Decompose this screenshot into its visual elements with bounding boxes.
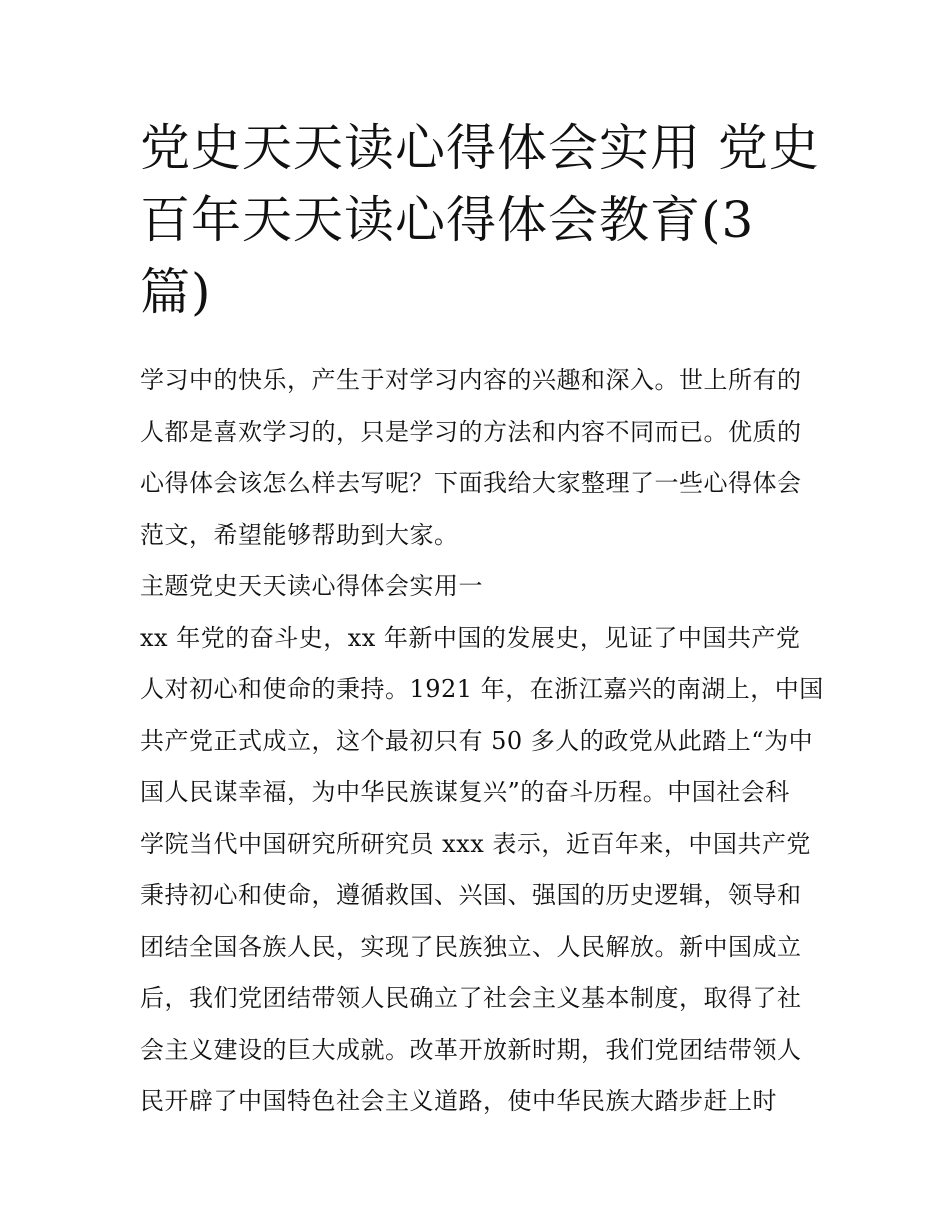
title-line: 百年天天读心得体会教育(3	[140, 191, 755, 249]
body-paragraph-line: 秉持初心和使命，遵循救国、兴国、强国的历史逻辑，领导和	[140, 881, 802, 909]
body-paragraph-line: 团结全国各族人民，实现了民族独立、人民解放。新中国成立	[140, 932, 802, 961]
document-body	[140, 355, 824, 1128]
body-paragraph-line: 后，我们党团结带领人民确立了社会主义基本制度，取得了社	[140, 984, 802, 1012]
body-paragraph-line: 学院当代中国研究所研究员 xxx 表示，近百年来，中国共产党	[140, 829, 811, 858]
intro-paragraph-line: 心得体会该怎么样去写呢？下面我给大家整理了一些心得体会	[140, 469, 802, 497]
body-paragraph-line: 人对初心和使命的秉持。1921 年，在浙江嘉兴的南湖上，中国	[140, 675, 824, 703]
body-paragraph-line: 民开辟了中国特色社会主义道路，使中华民族大踏步赶上时	[140, 1087, 777, 1115]
intro-paragraph-line: 学习中的快乐，产生于对学习内容的兴趣和深入。世上所有的	[140, 366, 802, 394]
section-heading: 主题党史天天读心得体会实用一	[140, 572, 483, 600]
body-paragraph-line: xx 年党的奋斗史，xx 年新中国的发展史，见证了中国共产党	[140, 623, 801, 652]
intro-paragraph-line: 人都是喜欢学习的，只是学习的方法和内容不同而已。优质的	[140, 417, 802, 446]
intro-paragraph-line: 范文，希望能够帮助到大家。	[140, 520, 459, 549]
body-paragraph-line: 国人民谋幸福，为中华民族谋复兴”的奋斗历程。中国社会科	[140, 778, 790, 806]
title-line: 党史天天读心得体会实用 党史	[140, 119, 820, 177]
document-title	[140, 112, 820, 328]
body-paragraph-line: 共产党正式成立，这个最初只有 50 多人的政党从此踏上“为中	[140, 726, 814, 755]
title-line: 篇)	[140, 263, 212, 321]
body-paragraph-line: 会主义建设的巨大成就。改革开放新时期，我们党团结带领人	[140, 1035, 802, 1064]
